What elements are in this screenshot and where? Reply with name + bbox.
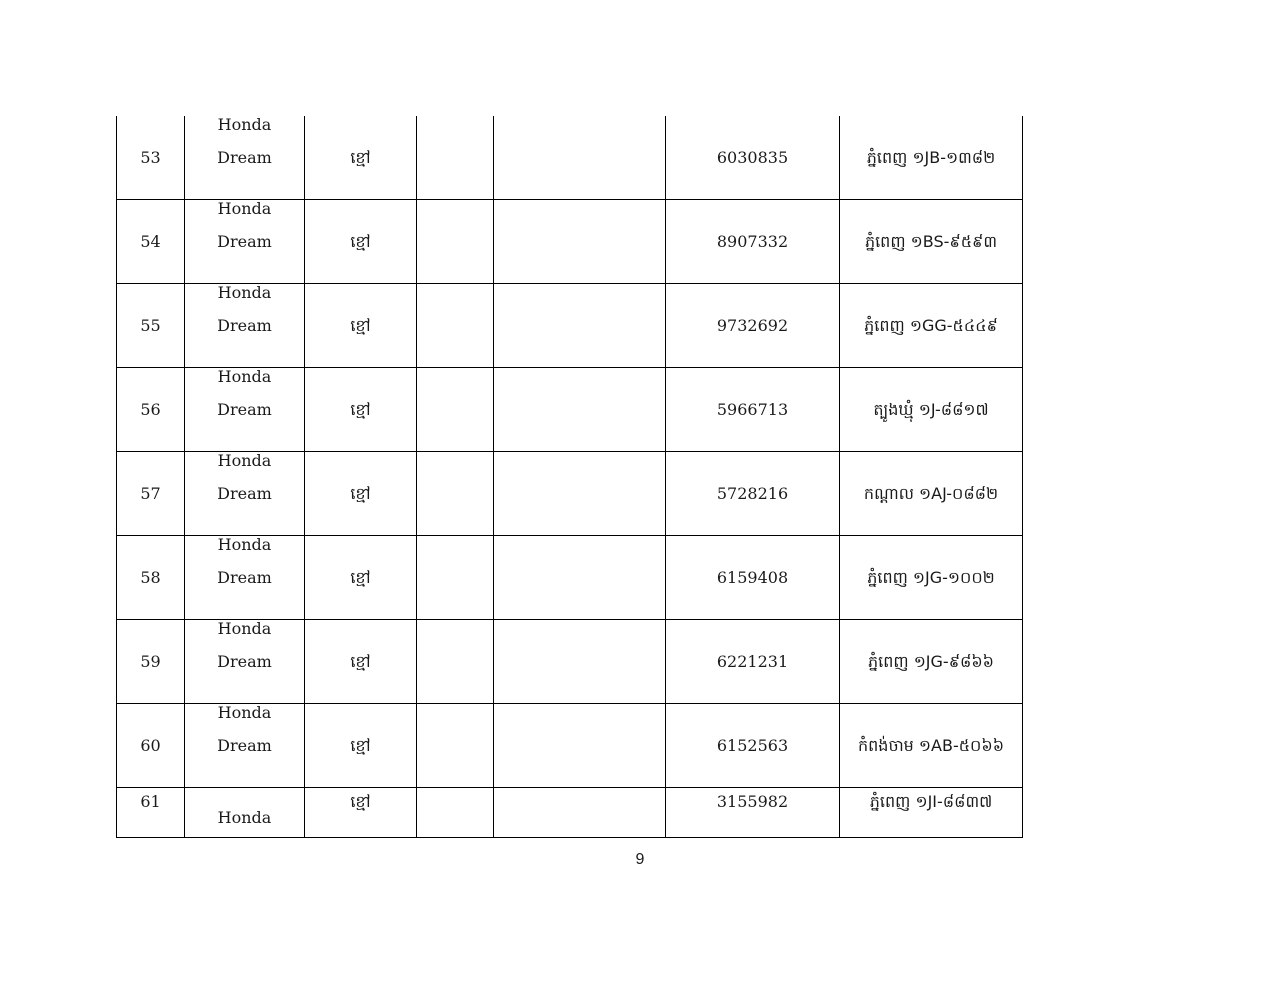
vehicle-make: Honda	[217, 115, 272, 134]
table-row	[117, 536, 1023, 620]
row-number: 56	[117, 368, 185, 452]
row-number: 58	[117, 536, 185, 620]
empty-cell	[494, 368, 666, 452]
table-row	[117, 368, 1023, 452]
empty-cell	[417, 788, 494, 838]
vehicle-model: Dream	[217, 148, 272, 167]
vehicle-color: ខ្មៅ	[305, 536, 417, 620]
page-number: 9	[635, 851, 645, 868]
empty-cell	[417, 200, 494, 284]
empty-cell	[494, 620, 666, 704]
plate-number: ភ្នំពេញ ១JI-៨៨៣៧	[840, 788, 1023, 838]
empty-cell	[417, 704, 494, 788]
plate-number: ភ្នំពេញ ១JB-១៣៨២	[840, 116, 1023, 200]
vehicle-color: ខ្មៅ	[305, 200, 417, 284]
empty-cell	[417, 620, 494, 704]
vehicle-model-cell	[185, 200, 305, 284]
empty-cell	[494, 116, 666, 200]
engine-number: 8907332	[666, 200, 840, 284]
vehicle-make: Honda	[217, 535, 272, 554]
row-number: 54	[117, 200, 185, 284]
table-row	[117, 116, 1023, 200]
row-number: 61	[117, 788, 185, 838]
engine-number: 6152563	[666, 704, 840, 788]
vehicle-color: ខ្មៅ	[305, 620, 417, 704]
vehicle-color: ខ្មៅ	[305, 368, 417, 452]
vehicle-model-cell	[185, 116, 305, 200]
table-row	[117, 200, 1023, 284]
plate-number: កំពង់ចាម ១AB-៥០៦៦	[840, 704, 1023, 788]
vehicle-model: Dream	[217, 568, 272, 587]
vehicle-make: Honda	[217, 619, 272, 638]
vehicle-make: Honda	[217, 808, 272, 827]
vehicle-color: ខ្មៅ	[305, 788, 417, 838]
vehicle-table	[116, 116, 1023, 838]
empty-cell	[417, 116, 494, 200]
vehicle-model-cell	[185, 284, 305, 368]
engine-number: 6030835	[666, 116, 840, 200]
empty-cell	[417, 284, 494, 368]
vehicle-model: Dream	[217, 484, 272, 503]
empty-cell	[494, 452, 666, 536]
table-row	[117, 788, 1023, 838]
vehicle-make: Honda	[217, 703, 272, 722]
empty-cell	[494, 200, 666, 284]
vehicle-model: Dream	[217, 316, 272, 335]
empty-cell	[494, 704, 666, 788]
plate-number: ភ្នំពេញ ១JG-៩៨៦៦	[840, 620, 1023, 704]
row-number: 53	[117, 116, 185, 200]
table-row	[117, 620, 1023, 704]
plate-number: ភ្នំពេញ ១BS-៩៥៩៣	[840, 200, 1023, 284]
empty-cell	[417, 536, 494, 620]
table-row	[117, 284, 1023, 368]
vehicle-make: Honda	[217, 199, 272, 218]
vehicle-color: ខ្មៅ	[305, 452, 417, 536]
plate-number: ភ្នំពេញ ១JG-១០០២	[840, 536, 1023, 620]
empty-cell	[494, 788, 666, 838]
vehicle-model-cell	[185, 536, 305, 620]
engine-number: 3155982	[666, 788, 840, 838]
plate-number: កណ្តាល ១AJ-០៨៨២	[840, 452, 1023, 536]
vehicle-model-cell	[185, 368, 305, 452]
vehicle-color: ខ្មៅ	[305, 704, 417, 788]
vehicle-model: Dream	[217, 232, 272, 251]
vehicle-make: Honda	[217, 283, 272, 302]
vehicle-model-cell	[185, 452, 305, 536]
engine-number: 5966713	[666, 368, 840, 452]
vehicle-color: ខ្មៅ	[305, 116, 417, 200]
engine-number: 6221231	[666, 620, 840, 704]
vehicle-model-cell	[185, 620, 305, 704]
vehicle-model: Dream	[217, 652, 272, 671]
table-row	[117, 452, 1023, 536]
engine-number: 5728216	[666, 452, 840, 536]
vehicle-color: ខ្មៅ	[305, 284, 417, 368]
plate-number: ត្បូងឃ្មុំ ១J-៨៨១៧	[840, 368, 1023, 452]
row-number: 57	[117, 452, 185, 536]
table-row	[117, 704, 1023, 788]
empty-cell	[417, 452, 494, 536]
empty-cell	[417, 368, 494, 452]
vehicle-model: Dream	[217, 400, 272, 419]
vehicle-model-cell	[185, 788, 305, 838]
row-number: 60	[117, 704, 185, 788]
empty-cell	[494, 284, 666, 368]
row-number: 55	[117, 284, 185, 368]
vehicle-model: Dream	[217, 736, 272, 755]
empty-cell	[494, 536, 666, 620]
plate-number: ភ្នំពេញ ១GG-៥៤៤៩	[840, 284, 1023, 368]
row-number: 59	[117, 620, 185, 704]
vehicle-make: Honda	[217, 451, 272, 470]
vehicle-make: Honda	[217, 367, 272, 386]
vehicle-model-cell	[185, 704, 305, 788]
engine-number: 9732692	[666, 284, 840, 368]
engine-number: 6159408	[666, 536, 840, 620]
